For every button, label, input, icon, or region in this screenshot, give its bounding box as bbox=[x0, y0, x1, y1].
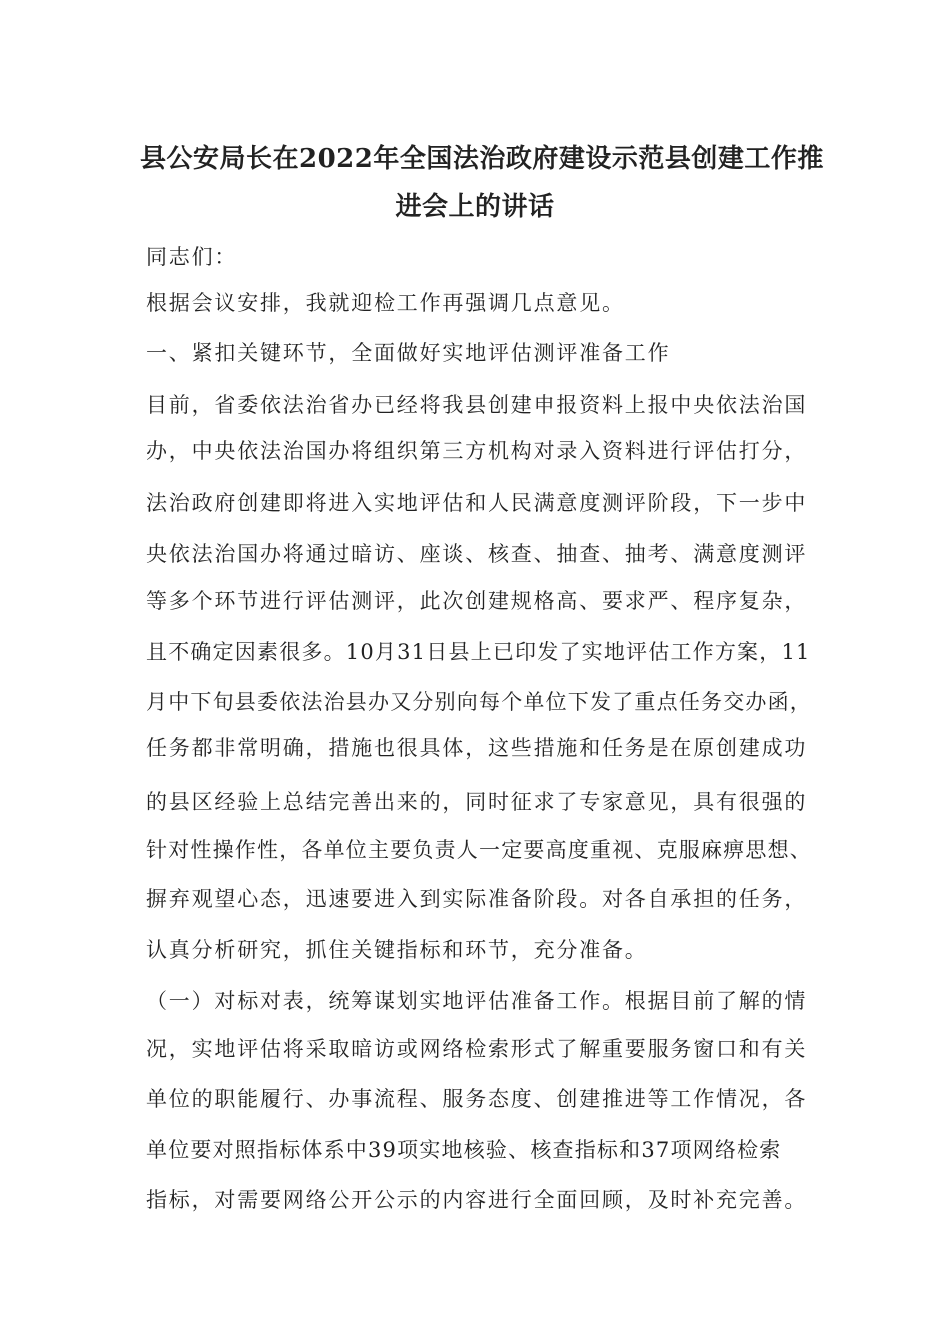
paragraph-line: 的县区经验上总结完善出来的，同时征求了专家意见，具有很强的 bbox=[146, 790, 808, 814]
paragraph-line: 指标，对需要网络公开公示的内容进行全面回顾，及时补充完善。 bbox=[146, 1188, 808, 1212]
paragraph-line: 摒弃观望心态，迅速要进入到实际准备阶段。对各自承担的任务， bbox=[146, 887, 808, 911]
paragraph-line: 办，中央依法治国办将组织第三方机构对录入资料进行评估打分， bbox=[146, 439, 808, 463]
paragraph-line: 任务都非常明确，措施也很具体，这些措施和任务是在原创建成功 bbox=[146, 736, 808, 760]
paragraph-line: 针对性操作性，各单位主要负责人一定要高度重视、克服麻痹思想、 bbox=[146, 838, 812, 862]
greeting: 同志们： bbox=[146, 245, 238, 269]
intro-paragraph: 根据会议安排，我就迎检工作再强调几点意见。 bbox=[146, 291, 625, 315]
document-title-line-2: 进会上的讲话 bbox=[395, 192, 555, 222]
paragraph-line: 央依法治国办将通过暗访、座谈、核查、抽查、抽考、满意度测评 bbox=[146, 542, 808, 566]
paragraph-line: 月中下旬县委依法治县办又分别向每个单位下发了重点任务交办函， bbox=[146, 690, 812, 714]
section-heading: 一、紧扣关键环节，全面做好实地评估测评准备工作 bbox=[146, 341, 671, 365]
paragraph-line: 等多个环节进行评估测评，此次创建规格高、要求严、程序复杂， bbox=[146, 589, 808, 613]
paragraph-line: 目前，省委依法治省办已经将我县创建申报资料上报中央依法治国 bbox=[146, 393, 808, 417]
document-title-line-1: 县公安局长在2022年全国法治政府建设示范县创建工作推 bbox=[140, 144, 824, 174]
paragraph-line: 单位的职能履行、办事流程、服务态度、创建推进等工作情况，各 bbox=[146, 1087, 808, 1111]
paragraph-line: 认真分析研究，抓住关键指标和环节，充分准备。 bbox=[146, 938, 648, 962]
paragraph-line: 单位要对照指标体系中39项实地核验、核查指标和37项网络检索 bbox=[146, 1138, 782, 1162]
paragraph-line: 法治政府创建即将进入实地评估和人民满意度测评阶段，下一步中 bbox=[146, 491, 808, 515]
paragraph-line: （一）对标对表，统筹谋划实地评估准备工作。根据目前了解的情 bbox=[146, 989, 808, 1013]
paragraph-line: 且不确定因素很多。10月31日县上已印发了实地评估工作方案，11 bbox=[146, 640, 811, 664]
paragraph-line: 况，实地评估将采取暗访或网络检索形式了解重要服务窗口和有关 bbox=[146, 1037, 808, 1061]
